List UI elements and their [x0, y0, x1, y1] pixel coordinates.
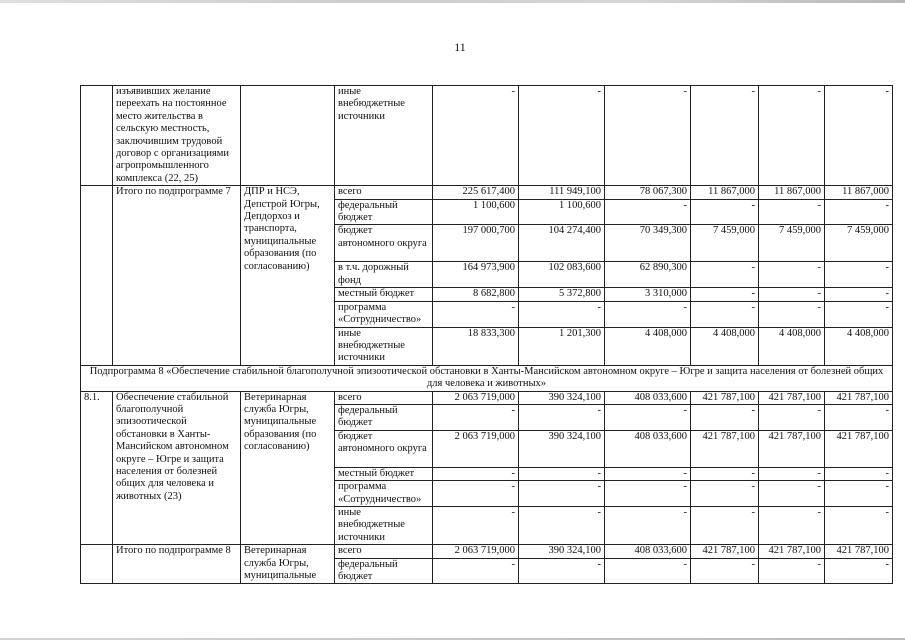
value-cell: - [519, 86, 605, 186]
total-label-cell: Итого по подпрограмме 7 [113, 186, 241, 365]
value-cell: - [691, 506, 759, 544]
value-cell: - [759, 262, 825, 288]
value-cell: - [825, 86, 893, 186]
value-cell: - [825, 481, 893, 507]
value-cell: 5 372,800 [519, 288, 605, 301]
subprogram-header-row [81, 365, 893, 391]
table-row [81, 186, 893, 199]
value-cell: 18 833,300 [433, 327, 519, 365]
value-cell: 4 408,000 [605, 327, 691, 365]
value-cell: 421 787,100 [759, 545, 825, 558]
value-cell: - [691, 199, 759, 225]
value-cell: 421 787,100 [691, 430, 759, 467]
value-cell: 7 459,000 [759, 225, 825, 262]
value-cell: - [519, 404, 605, 430]
table-row [81, 545, 893, 558]
value-cell: 11 867,000 [825, 186, 893, 199]
row-number-cell [81, 86, 113, 186]
value-cell: - [759, 301, 825, 327]
value-cell: - [759, 506, 825, 544]
value-cell: - [519, 481, 605, 507]
subprogram-title: Подпрограмма 8 «Обеспечение стабильной благополучной эпизоотической обстановки в Ханты-Мансийском автономном округе – Югре и защита населения от болезней общих для человека и животных» [81, 365, 893, 391]
value-cell: 78 067,300 [605, 186, 691, 199]
value-cell: 390 324,100 [519, 430, 605, 467]
row-number-cell: 8.1. [81, 391, 113, 545]
activity-cell: изъявивших желание переехать на постоянное место жительства в сельскую местность, заключившим трудовой договор с организациями агропромышленного комплекса (22, 25) [113, 86, 241, 186]
value-cell: - [691, 558, 759, 584]
value-cell: - [825, 262, 893, 288]
value-cell: 2 063 719,000 [433, 545, 519, 558]
value-cell: - [605, 506, 691, 544]
value-cell: 421 787,100 [825, 430, 893, 467]
value-cell: - [433, 404, 519, 430]
value-cell: - [519, 301, 605, 327]
value-cell: 421 787,100 [691, 545, 759, 558]
value-cell: 2 063 719,000 [433, 430, 519, 467]
executor-cell: Ветеринарная служба Югры, муниципальные [241, 545, 335, 584]
value-cell: 390 324,100 [519, 545, 605, 558]
value-cell: - [759, 199, 825, 225]
value-cell: - [759, 288, 825, 301]
value-cell: 164 973,900 [433, 262, 519, 288]
value-cell: 102 083,600 [519, 262, 605, 288]
value-cell: - [519, 506, 605, 544]
value-cell: 197 000,700 [433, 225, 519, 262]
value-cell: 104 274,400 [519, 225, 605, 262]
value-cell: - [759, 481, 825, 507]
total-label-cell: Итого по подпрограмме 8 [113, 545, 241, 584]
funding-source-cell: бюджет автономного округа [335, 430, 433, 467]
value-cell: 390 324,100 [519, 391, 605, 404]
value-cell: 4 408,000 [825, 327, 893, 365]
value-cell: - [605, 404, 691, 430]
executor-cell: ДПР и НСЭ, Депстрой Югры, Депдорхоз и транспорта, муниципальные образования (по согласованию) [241, 186, 335, 365]
scan-edge-top [0, 0, 905, 3]
funding-source-cell: иные внебюджетные источники [335, 506, 433, 544]
value-cell: - [433, 506, 519, 544]
value-cell: - [433, 467, 519, 480]
value-cell: - [691, 481, 759, 507]
funding-source-cell: федеральный бюджет [335, 199, 433, 225]
funding-source-cell: иные внебюджетные источники [335, 86, 433, 186]
table-row [81, 86, 893, 186]
value-cell: - [691, 301, 759, 327]
value-cell: - [825, 404, 893, 430]
budget-table [80, 85, 893, 584]
value-cell: 8 682,800 [433, 288, 519, 301]
value-cell: - [433, 86, 519, 186]
value-cell: 2 063 719,000 [433, 391, 519, 404]
value-cell: - [519, 467, 605, 480]
value-cell: - [825, 558, 893, 584]
value-cell: - [519, 558, 605, 584]
value-cell: 62 890,300 [605, 262, 691, 288]
page-number: 11 [454, 40, 466, 54]
funding-source-cell: федеральный бюджет [335, 404, 433, 430]
funding-source-cell: бюджет автономного округа [335, 225, 433, 262]
funding-source-cell: всего [335, 186, 433, 199]
value-cell: - [433, 481, 519, 507]
value-cell: - [605, 86, 691, 186]
table-row [81, 391, 893, 404]
value-cell: - [605, 199, 691, 225]
value-cell: - [691, 86, 759, 186]
value-cell: 408 033,600 [605, 545, 691, 558]
value-cell: 1 100,600 [519, 199, 605, 225]
value-cell: 421 787,100 [691, 391, 759, 404]
value-cell: 70 349,300 [605, 225, 691, 262]
value-cell: - [759, 86, 825, 186]
activity-cell: Обеспечение стабильной благополучной эпизоотической обстановки в Ханты-Мансийском автономном округе – Югре и защита населения от болезней общих для человека и животных (23) [113, 391, 241, 545]
value-cell: - [433, 301, 519, 327]
value-cell: - [691, 288, 759, 301]
row-number-cell [81, 186, 113, 365]
value-cell: 408 033,600 [605, 391, 691, 404]
value-cell: 4 408,000 [691, 327, 759, 365]
value-cell: 3 310,000 [605, 288, 691, 301]
value-cell: - [759, 404, 825, 430]
value-cell: - [433, 558, 519, 584]
funding-source-cell: программа «Сотрудничество» [335, 481, 433, 507]
value-cell: - [759, 558, 825, 584]
value-cell: 11 867,000 [759, 186, 825, 199]
value-cell: 421 787,100 [759, 430, 825, 467]
funding-source-cell: иные внебюджетные источники [335, 327, 433, 365]
funding-source-cell: всего [335, 391, 433, 404]
funding-source-cell: местный бюджет [335, 467, 433, 480]
funding-source-cell: федеральный бюджет [335, 558, 433, 584]
value-cell: 225 617,400 [433, 186, 519, 199]
funding-source-cell: в т.ч. дорожный фонд [335, 262, 433, 288]
value-cell: - [825, 467, 893, 480]
value-cell: - [825, 301, 893, 327]
value-cell: 11 867,000 [691, 186, 759, 199]
value-cell: 7 459,000 [825, 225, 893, 262]
value-cell: 421 787,100 [759, 391, 825, 404]
funding-source-cell: местный бюджет [335, 288, 433, 301]
executor-cell: Ветеринарная служба Югры, муниципальные образования (по согласованию) [241, 391, 335, 545]
value-cell: 421 787,100 [825, 391, 893, 404]
value-cell: - [759, 467, 825, 480]
funding-source-cell: всего [335, 545, 433, 558]
value-cell: 421 787,100 [825, 545, 893, 558]
row-number-cell [81, 545, 113, 584]
value-cell: - [691, 404, 759, 430]
value-cell: - [825, 199, 893, 225]
value-cell: - [605, 301, 691, 327]
value-cell: - [825, 288, 893, 301]
value-cell: - [605, 481, 691, 507]
value-cell: - [605, 467, 691, 480]
executor-cell [241, 86, 335, 186]
value-cell: 4 408,000 [759, 327, 825, 365]
value-cell: 408 033,600 [605, 430, 691, 467]
value-cell: - [691, 262, 759, 288]
value-cell: 111 949,100 [519, 186, 605, 199]
value-cell: - [691, 467, 759, 480]
value-cell: 7 459,000 [691, 225, 759, 262]
value-cell: - [605, 558, 691, 584]
value-cell: 1 100,600 [433, 199, 519, 225]
value-cell: - [825, 506, 893, 544]
value-cell: 1 201,300 [519, 327, 605, 365]
funding-source-cell: программа «Сотрудничество» [335, 301, 433, 327]
